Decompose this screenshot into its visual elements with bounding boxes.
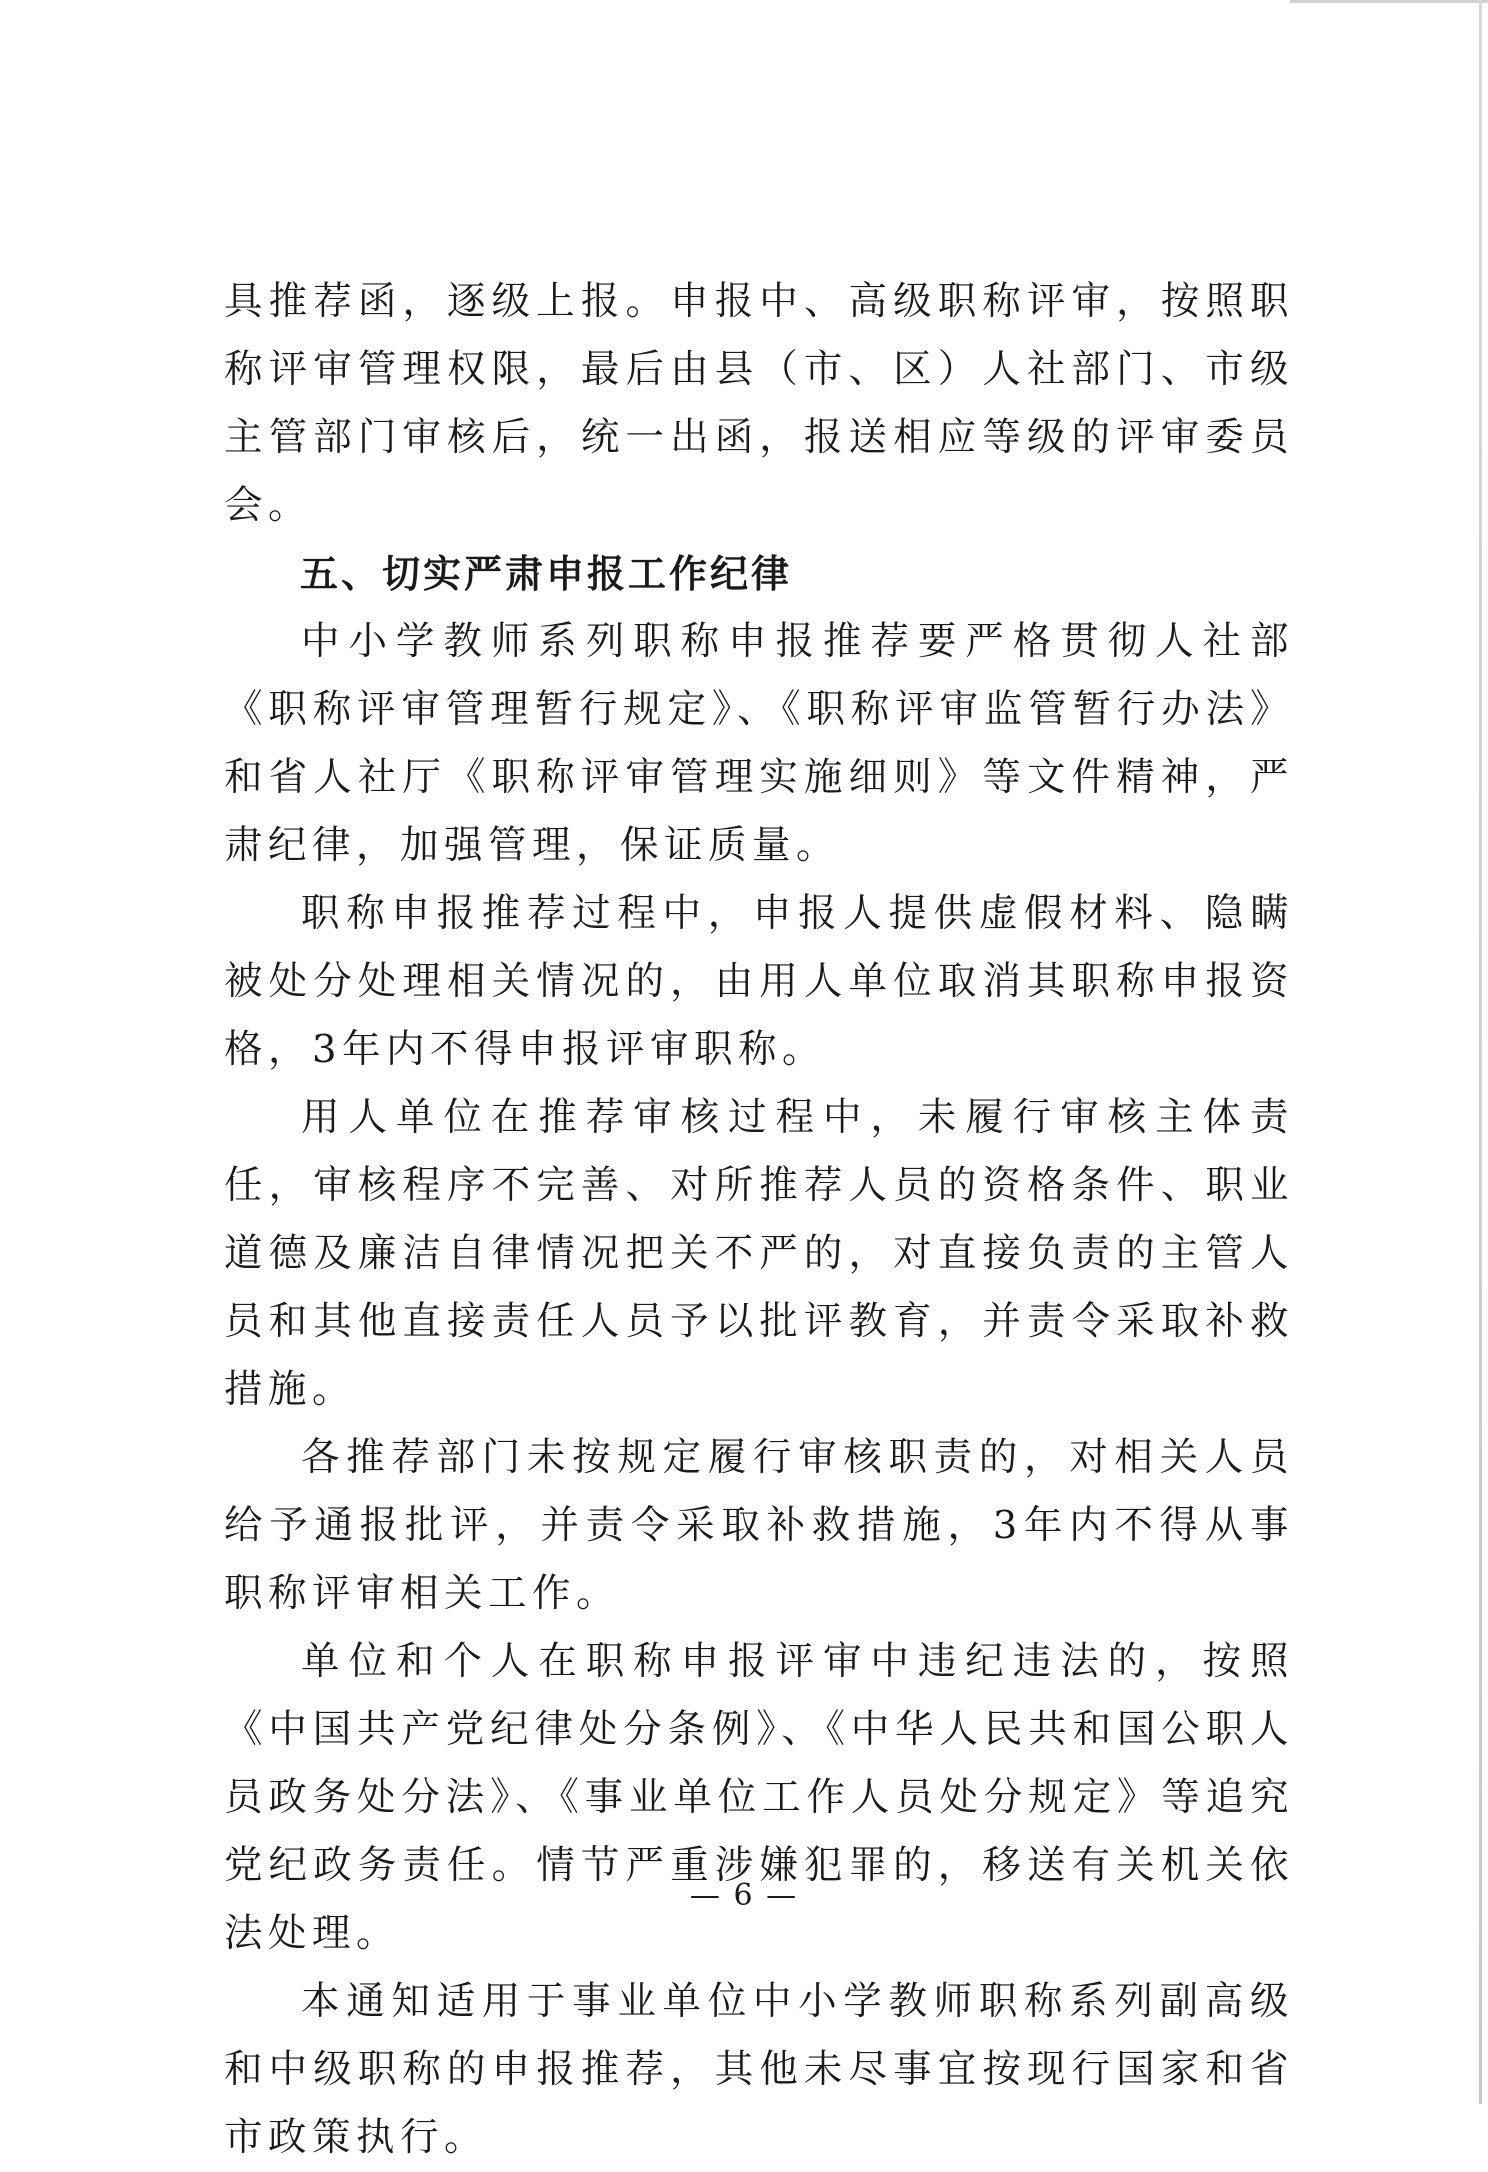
paragraph-false-materials: 职称申报推荐过程中，申报人提供虚假材料、隐瞒被处分处理相关情况的，由用人单位取消其职称申报资格，3年内不得申报评审职称。 — [224, 891, 1294, 1072]
paragraph-discipline-intro: 中小学教师系列职称申报推荐要严格贯彻人社部《职称评审管理暂行规定》、《职称评审监管暂行办法》和省人社厅《职称评审管理实施细则》等文件精神，严肃纪律，加强管理，保证质量。 — [224, 619, 1294, 868]
paragraph-violations: 单位和个人在职称申报评审中违纪违法的，按照《中国共产党纪律处分条例》、《中华人民共和国公职人员政务处分法》、《事业单位工作人员处分规定》等追究党纪政务责任。情节严重涉嫌犯罪的，移送有关机关依法处理。 — [224, 1639, 1294, 1956]
paragraph-employer-responsibility: 用人单位在推荐审核过程中，未履行审核主体责任，审核程序不完善、对所推荐人员的资格条件、职业道德及廉洁自律情况把关不严的，对直接负责的主管人员和其他直接责任人员予以批评教育，并责令采取补救措施。 — [224, 1095, 1294, 1412]
page-number: — 6 — — [689, 1878, 799, 1913]
paragraph-scope: 本通知适用于事业单位中小学教师职称系列副高级和中级职称的申报推荐，其他未尽事宜按现行国家和省市政策执行。 — [224, 1979, 1294, 2160]
paragraph-continuation: 具推荐函，逐级上报。申报中、高级职称评审，按照职称评审管理权限，最后由县（市、区）人社部门、市级主管部门审核后，统一出函，报送相应等级的评审委员会。 — [224, 279, 1294, 528]
scan-edge-top — [1290, 0, 1488, 3]
section-heading: 五、切实严肃申报工作纪律 — [300, 552, 793, 596]
scan-edge-right — [1479, 0, 1482, 2104]
paragraph-department-responsibility: 各推荐部门未按规定履行审核职责的，对相关人员给予通报批评，并责令采取补救措施，3年内不得从事职称评审相关工作。 — [224, 1435, 1294, 1616]
